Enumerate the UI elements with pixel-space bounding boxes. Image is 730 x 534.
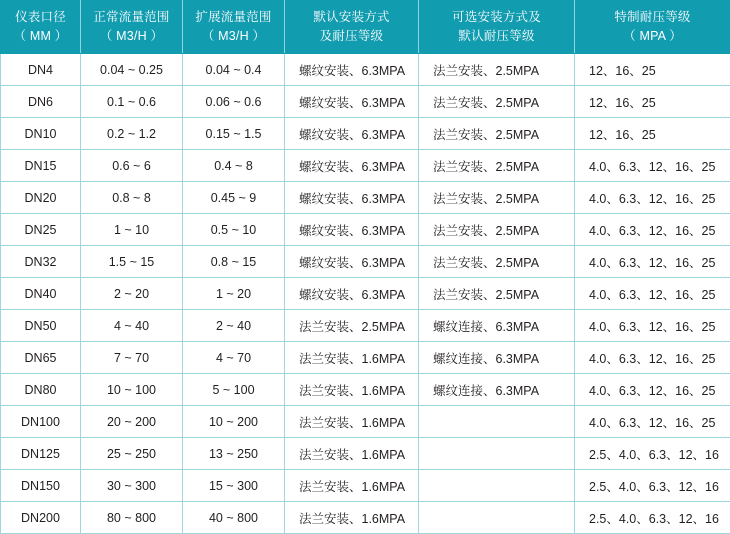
cell-r14-c0: DN200 (1, 502, 81, 534)
cell-r8-c1: 4 ~ 40 (81, 310, 183, 342)
cell-r0-c0: DN4 (1, 54, 81, 86)
column-header-3 (285, 1, 419, 54)
cell-r8-c0: DN50 (1, 310, 81, 342)
cell-r14-c5: 2.5、4.0、6.3、12、16 (575, 502, 730, 534)
table-row (1, 438, 730, 470)
cell-r10-c2: 5 ~ 100 (183, 374, 285, 406)
cell-r5-c1: 1 ~ 10 (81, 214, 183, 246)
table-row (1, 278, 730, 310)
cell-r14-c2: 40 ~ 800 (183, 502, 285, 534)
cell-r14-c4 (419, 502, 575, 534)
cell-r11-c4 (419, 406, 575, 438)
column-header-4-line-1: 默认耐压等级 (423, 27, 570, 46)
column-header-2-line-0: 扩展流量范围 (187, 8, 280, 27)
cell-r0-c5: 12、16、25 (575, 54, 730, 86)
column-header-5-line-1: （ MPA ） (579, 27, 726, 46)
cell-r1-c4: 法兰安装、2.5MPA (419, 86, 575, 118)
cell-r4-c3: 螺纹安装、6.3MPA (285, 182, 419, 214)
table-row (1, 150, 730, 182)
cell-r1-c5: 12、16、25 (575, 86, 730, 118)
cell-r9-c0: DN65 (1, 342, 81, 374)
cell-r7-c4: 法兰安装、2.5MPA (419, 278, 575, 310)
cell-r2-c1: 0.2 ~ 1.2 (81, 118, 183, 150)
cell-r1-c1: 0.1 ~ 0.6 (81, 86, 183, 118)
cell-r11-c1: 20 ~ 200 (81, 406, 183, 438)
column-header-0-line-1: （ MM ） (5, 27, 76, 46)
cell-r6-c0: DN32 (1, 246, 81, 278)
table-row (1, 86, 730, 118)
cell-r8-c2: 2 ~ 40 (183, 310, 285, 342)
column-header-5 (575, 1, 730, 54)
cell-r8-c5: 4.0、6.3、12、16、25 (575, 310, 730, 342)
cell-r3-c1: 0.6 ~ 6 (81, 150, 183, 182)
cell-r10-c1: 10 ~ 100 (81, 374, 183, 406)
cell-r12-c3: 法兰安装、1.6MPA (285, 438, 419, 470)
column-header-0 (1, 1, 81, 54)
cell-r11-c2: 10 ~ 200 (183, 406, 285, 438)
header-row (1, 1, 730, 54)
column-header-2 (183, 1, 285, 54)
cell-r11-c5: 4.0、6.3、12、16、25 (575, 406, 730, 438)
cell-r10-c3: 法兰安装、1.6MPA (285, 374, 419, 406)
cell-r13-c0: DN150 (1, 470, 81, 502)
cell-r9-c2: 4 ~ 70 (183, 342, 285, 374)
cell-r3-c0: DN15 (1, 150, 81, 182)
cell-r5-c0: DN25 (1, 214, 81, 246)
cell-r1-c3: 螺纹安装、6.3MPA (285, 86, 419, 118)
cell-r7-c1: 2 ~ 20 (81, 278, 183, 310)
cell-r12-c2: 13 ~ 250 (183, 438, 285, 470)
table-row (1, 214, 730, 246)
table-row (1, 118, 730, 150)
cell-r10-c5: 4.0、6.3、12、16、25 (575, 374, 730, 406)
cell-r3-c5: 4.0、6.3、12、16、25 (575, 150, 730, 182)
table-header (1, 1, 730, 54)
cell-r3-c4: 法兰安装、2.5MPA (419, 150, 575, 182)
cell-r12-c5: 2.5、4.0、6.3、12、16 (575, 438, 730, 470)
cell-r13-c4 (419, 470, 575, 502)
column-header-3-line-0: 默认安装方式 (289, 8, 414, 27)
column-header-3-line-1: 及耐压等级 (289, 27, 414, 46)
cell-r6-c2: 0.8 ~ 15 (183, 246, 285, 278)
cell-r9-c1: 7 ~ 70 (81, 342, 183, 374)
table-row (1, 502, 730, 534)
cell-r5-c3: 螺纹安装、6.3MPA (285, 214, 419, 246)
cell-r13-c2: 15 ~ 300 (183, 470, 285, 502)
cell-r8-c4: 螺纹连接、6.3MPA (419, 310, 575, 342)
cell-r7-c3: 螺纹安装、6.3MPA (285, 278, 419, 310)
cell-r14-c3: 法兰安装、1.6MPA (285, 502, 419, 534)
column-header-1-line-1: （ M3/H ） (85, 27, 178, 46)
cell-r13-c5: 2.5、4.0、6.3、12、16 (575, 470, 730, 502)
cell-r13-c3: 法兰安装、1.6MPA (285, 470, 419, 502)
cell-r0-c2: 0.04 ~ 0.4 (183, 54, 285, 86)
table-row (1, 310, 730, 342)
cell-r6-c5: 4.0、6.3、12、16、25 (575, 246, 730, 278)
cell-r0-c3: 螺纹安装、6.3MPA (285, 54, 419, 86)
column-header-0-line-0: 仪表口径 (5, 8, 76, 27)
cell-r8-c3: 法兰安装、2.5MPA (285, 310, 419, 342)
cell-r11-c3: 法兰安装、1.6MPA (285, 406, 419, 438)
cell-r5-c2: 0.5 ~ 10 (183, 214, 285, 246)
table-row (1, 54, 730, 86)
cell-r1-c0: DN6 (1, 86, 81, 118)
cell-r7-c0: DN40 (1, 278, 81, 310)
table-row (1, 182, 730, 214)
table-row (1, 342, 730, 374)
cell-r1-c2: 0.06 ~ 0.6 (183, 86, 285, 118)
cell-r12-c1: 25 ~ 250 (81, 438, 183, 470)
cell-r2-c4: 法兰安装、2.5MPA (419, 118, 575, 150)
cell-r6-c3: 螺纹安装、6.3MPA (285, 246, 419, 278)
table-row (1, 470, 730, 502)
cell-r9-c3: 法兰安装、1.6MPA (285, 342, 419, 374)
cell-r9-c5: 4.0、6.3、12、16、25 (575, 342, 730, 374)
cell-r2-c3: 螺纹安装、6.3MPA (285, 118, 419, 150)
cell-r4-c0: DN20 (1, 182, 81, 214)
cell-r9-c4: 螺纹连接、6.3MPA (419, 342, 575, 374)
cell-r7-c5: 4.0、6.3、12、16、25 (575, 278, 730, 310)
column-header-1-line-0: 正常流量范围 (85, 8, 178, 27)
column-header-2-line-1: （ M3/H ） (187, 27, 280, 46)
table-row (1, 374, 730, 406)
column-header-5-line-0: 特制耐压等级 (579, 8, 726, 27)
cell-r4-c4: 法兰安装、2.5MPA (419, 182, 575, 214)
cell-r12-c0: DN125 (1, 438, 81, 470)
table-body (1, 54, 730, 534)
cell-r7-c2: 1 ~ 20 (183, 278, 285, 310)
cell-r0-c1: 0.04 ~ 0.25 (81, 54, 183, 86)
cell-r4-c2: 0.45 ~ 9 (183, 182, 285, 214)
column-header-4-line-0: 可选安装方式及 (423, 8, 570, 27)
column-header-4 (419, 1, 575, 54)
cell-r6-c1: 1.5 ~ 15 (81, 246, 183, 278)
cell-r13-c1: 30 ~ 300 (81, 470, 183, 502)
cell-r5-c4: 法兰安装、2.5MPA (419, 214, 575, 246)
table-row (1, 246, 730, 278)
cell-r3-c3: 螺纹安装、6.3MPA (285, 150, 419, 182)
cell-r2-c5: 12、16、25 (575, 118, 730, 150)
cell-r6-c4: 法兰安装、2.5MPA (419, 246, 575, 278)
table-row (1, 406, 730, 438)
cell-r2-c0: DN10 (1, 118, 81, 150)
cell-r4-c5: 4.0、6.3、12、16、25 (575, 182, 730, 214)
cell-r14-c1: 80 ~ 800 (81, 502, 183, 534)
cell-r12-c4 (419, 438, 575, 470)
cell-r10-c0: DN80 (1, 374, 81, 406)
column-header-1 (81, 1, 183, 54)
cell-r4-c1: 0.8 ~ 8 (81, 182, 183, 214)
cell-r0-c4: 法兰安装、2.5MPA (419, 54, 575, 86)
cell-r2-c2: 0.15 ~ 1.5 (183, 118, 285, 150)
cell-r3-c2: 0.4 ~ 8 (183, 150, 285, 182)
cell-r11-c0: DN100 (1, 406, 81, 438)
cell-r10-c4: 螺纹连接、6.3MPA (419, 374, 575, 406)
cell-r5-c5: 4.0、6.3、12、16、25 (575, 214, 730, 246)
